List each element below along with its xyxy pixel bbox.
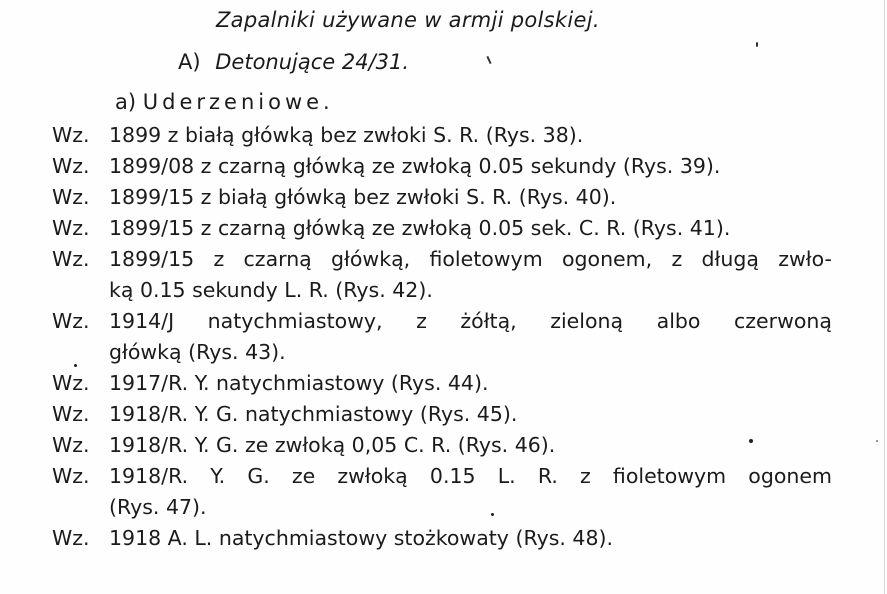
subsection-letter: a) [115,90,137,114]
scan-mark [876,440,878,442]
entry-line [52,120,832,151]
entry-text: ką 0.15 sekundy L. R. (Rys. 42). [109,278,433,302]
entry-text: (Rys. 47). [109,495,207,519]
entry-line [52,182,832,213]
entry-prefix: Wz. [52,371,90,395]
entry-line [52,151,832,182]
entry-prefix: Wz. [52,464,90,488]
entry-text: 1899/15 z czarną główką, fioletowym ogonem, z długą zwło- [109,247,832,271]
entry-line [52,399,832,430]
entry-text: 1917/R. Y. natychmiastowy (Rys. 44). [109,371,489,395]
entry-prefix: Wz. [52,154,90,178]
entry-line [52,244,832,275]
section-label: Detonujące 24/31. [215,50,410,74]
entry-prefix: Wz. [52,216,90,240]
subsection-heading [115,90,334,114]
entry-text: 1918 A. L. natychmiastowy stożkowaty (Rys. 48). [109,526,614,550]
entry-text: 1914/J natychmiastowy, z żółtą, zieloną albo czerwoną [109,309,832,333]
entry-prefix: Wz. [52,526,90,550]
entry-text: główką (Rys. 43). [109,340,286,364]
entry-text: 1899/15 z białą główką bez zwłoki S. R. (Rys. 40). [109,185,617,209]
entry-continuation-line [52,492,832,523]
entry-text: 1918/R. Y. G. ze zwłoką 0.15 L. R. z fioletowym ogonem [109,464,832,488]
scan-mark [486,56,491,64]
scan-mark [749,439,753,443]
entry-prefix: Wz. [52,433,90,457]
entry-prefix: Wz. [52,247,90,271]
entry-continuation-line [52,275,832,306]
entry-prefix: Wz. [52,123,90,147]
entry-prefix: Wz. [52,402,90,426]
entry-text: 1918/R. Y. G. natychmiastowy (Rys. 45). [109,402,518,426]
fuze-list [52,120,832,554]
scan-mark [491,513,494,516]
entry-text: 1918/R. Y. G. ze zwłoką 0,05 C. R. (Rys. 46). [109,433,556,457]
section-heading [178,50,409,74]
scan-mark [74,364,77,367]
entry-line [52,306,832,337]
page-title: Zapalniki używane w armji polskiej. [216,8,600,32]
entry-line [52,430,832,461]
scan-mark [756,42,758,47]
entry-text: 1899 z białą główką bez zwłoki S. R. (Rys. 38). [109,123,584,147]
entry-line [52,461,832,492]
entry-line [52,523,832,554]
entry-continuation-line [52,337,832,368]
entry-line [52,368,832,399]
entry-text: 1899/15 z czarną główką ze zwłoką 0.05 sek. C. R. (Rys. 41). [109,216,731,240]
section-letter: A) [178,50,201,74]
page-edge [884,0,885,594]
entry-text: 1899/08 z czarną główką ze zwłoką 0.05 sekundy (Rys. 39). [109,154,721,178]
entry-prefix: Wz. [52,309,90,333]
entry-prefix: Wz. [52,185,90,209]
entry-line [52,213,832,244]
subsection-label: Uderzeniowe. [142,90,334,114]
